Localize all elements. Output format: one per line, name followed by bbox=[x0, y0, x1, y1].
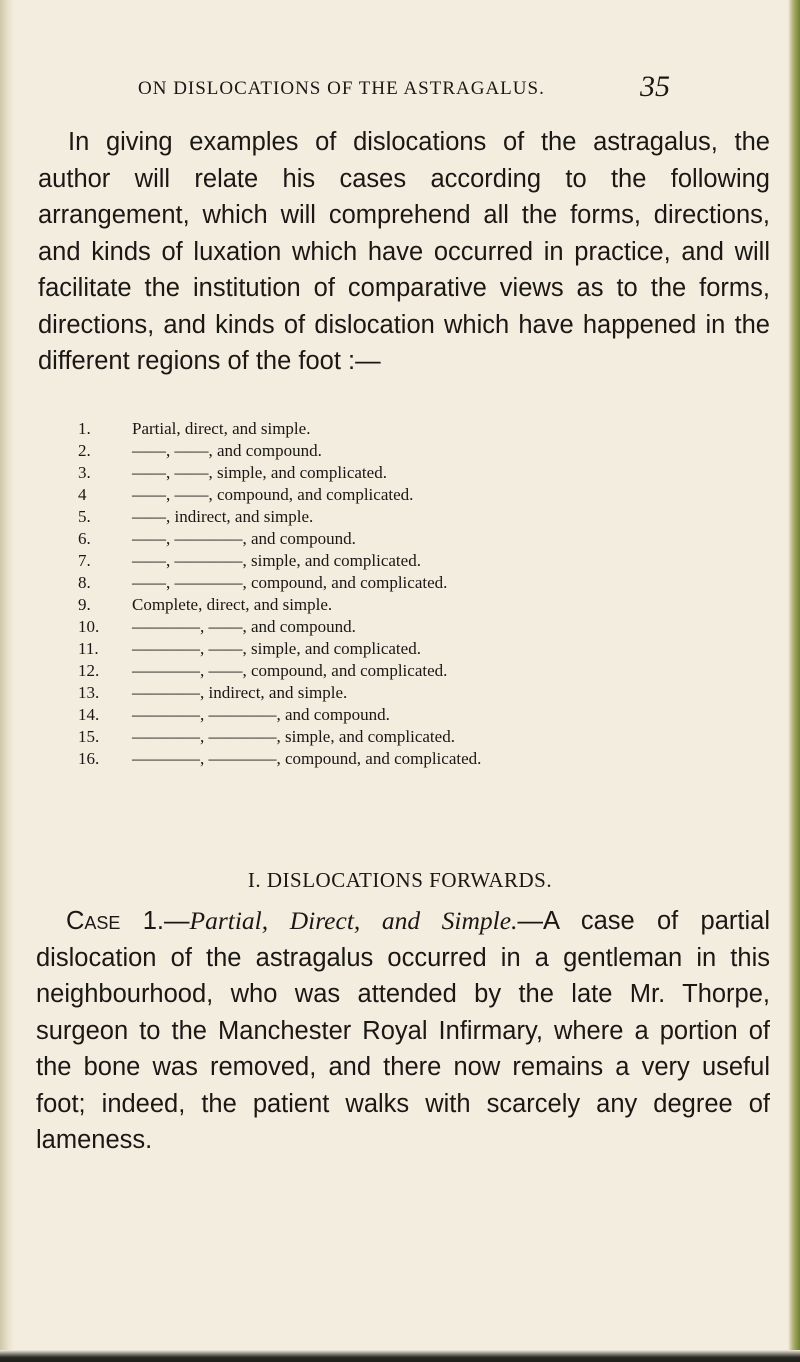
list-item-text: Complete, direct, and simple. bbox=[132, 595, 333, 614]
list-item bbox=[78, 594, 718, 616]
list-item-number: 9. bbox=[78, 595, 91, 614]
case-dash: — bbox=[164, 907, 190, 935]
list-item-number: 7. bbox=[78, 551, 91, 570]
list-item-number: 8. bbox=[78, 573, 91, 592]
running-head bbox=[0, 70, 800, 108]
list-item-text: Partial, direct, and simple. bbox=[132, 419, 311, 438]
list-item bbox=[78, 748, 718, 770]
list-item bbox=[78, 418, 718, 440]
case-body: —A case of partial dislocation of the astragalus occurred in a gentleman in this neighbourhood, who was attended by the late Mr. Thorpe, surgeon to the Manchester Royal Infirmary, where a portion of the bone was removed, and there now remains a very useful foot; indeed, the patient walks with scarcely any degree of lameness. bbox=[36, 907, 770, 1154]
list-item bbox=[78, 550, 718, 572]
list-item-text: ——, ——, compound, and complicated. bbox=[132, 485, 414, 504]
list-item-text: ————, ——, simple, and complicated. bbox=[132, 639, 421, 658]
list-item bbox=[78, 462, 718, 484]
case-title: Partial, Direct, and Simple. bbox=[189, 906, 518, 935]
list-item-text: ——, ——, and compound. bbox=[132, 441, 322, 460]
list-item-number: 12. bbox=[78, 661, 100, 680]
list-item-text: ————, ——, compound, and complicated. bbox=[132, 661, 448, 680]
section-heading: I. DISLOCATIONS FORWARDS. bbox=[247, 868, 553, 892]
list-item bbox=[78, 506, 718, 528]
case-section bbox=[36, 903, 770, 1159]
running-title: ON DISLOCATIONS OF THE ASTRAGALUS. bbox=[138, 78, 545, 99]
list-item-number: 15. bbox=[78, 727, 100, 746]
list-item-number: 5. bbox=[78, 507, 91, 526]
list-item-number: 11. bbox=[78, 639, 99, 658]
list-item-text: ——, ————, simple, and complicated. bbox=[132, 551, 421, 570]
list-item bbox=[78, 638, 718, 660]
page-edge-bottom bbox=[0, 1350, 800, 1362]
case-number: 1. bbox=[142, 907, 164, 935]
list-item bbox=[78, 572, 718, 594]
list-item-number: 16. bbox=[78, 749, 100, 768]
arrangement-list bbox=[78, 418, 718, 770]
page-edge-left bbox=[0, 0, 14, 1362]
list-item bbox=[78, 484, 718, 506]
list-item-text: ——, indirect, and simple. bbox=[132, 507, 314, 526]
intro-section bbox=[38, 124, 770, 380]
list-item bbox=[78, 528, 718, 550]
list-item-number: 2. bbox=[78, 441, 91, 460]
list-item bbox=[78, 704, 718, 726]
list-item-text: ————, ————, compound, and complicated. bbox=[132, 749, 482, 768]
list-item-number: 14. bbox=[78, 705, 100, 724]
list-item-number: 13. bbox=[78, 683, 100, 702]
list-item-number: 4 bbox=[78, 485, 87, 504]
page-edge-right bbox=[788, 0, 800, 1362]
list-item bbox=[78, 660, 718, 682]
list-item bbox=[78, 440, 718, 462]
intro-paragraph: In giving examples of dislocations of the astragalus, the author will relate his cases according to the following arrangement, which will comprehend all the forms, directions, and kinds of luxation which have occurred in practice, and will facilitate the institution of comparative views as to the forms, directions, and kinds of dislocation which have happened in the different regions of the foot :— bbox=[38, 128, 770, 375]
list-item-number: 10. bbox=[78, 617, 100, 636]
list-item-number: 1. bbox=[78, 419, 91, 438]
list-item-number: 6. bbox=[78, 529, 91, 548]
list-item-text: ——, ——, simple, and complicated. bbox=[132, 463, 387, 482]
list-item-text: ————, indirect, and simple. bbox=[132, 683, 348, 702]
page-number: 35 bbox=[640, 70, 670, 103]
list-item-text: ————, ————, and compound. bbox=[132, 705, 390, 724]
list-item-text: ——, ————, compound, and complicated. bbox=[132, 573, 448, 592]
list-item-number: 3. bbox=[78, 463, 91, 482]
list-item bbox=[78, 682, 718, 704]
list-item-text: ————, ————, simple, and complicated. bbox=[132, 727, 455, 746]
list-item-text: ————, ——, and compound. bbox=[132, 617, 356, 636]
list-item-text: ——, ————, and compound. bbox=[132, 529, 356, 548]
list-item bbox=[78, 726, 718, 748]
list-item bbox=[78, 616, 718, 638]
case-paragraph bbox=[36, 903, 770, 1159]
case-label: Case bbox=[66, 907, 121, 935]
